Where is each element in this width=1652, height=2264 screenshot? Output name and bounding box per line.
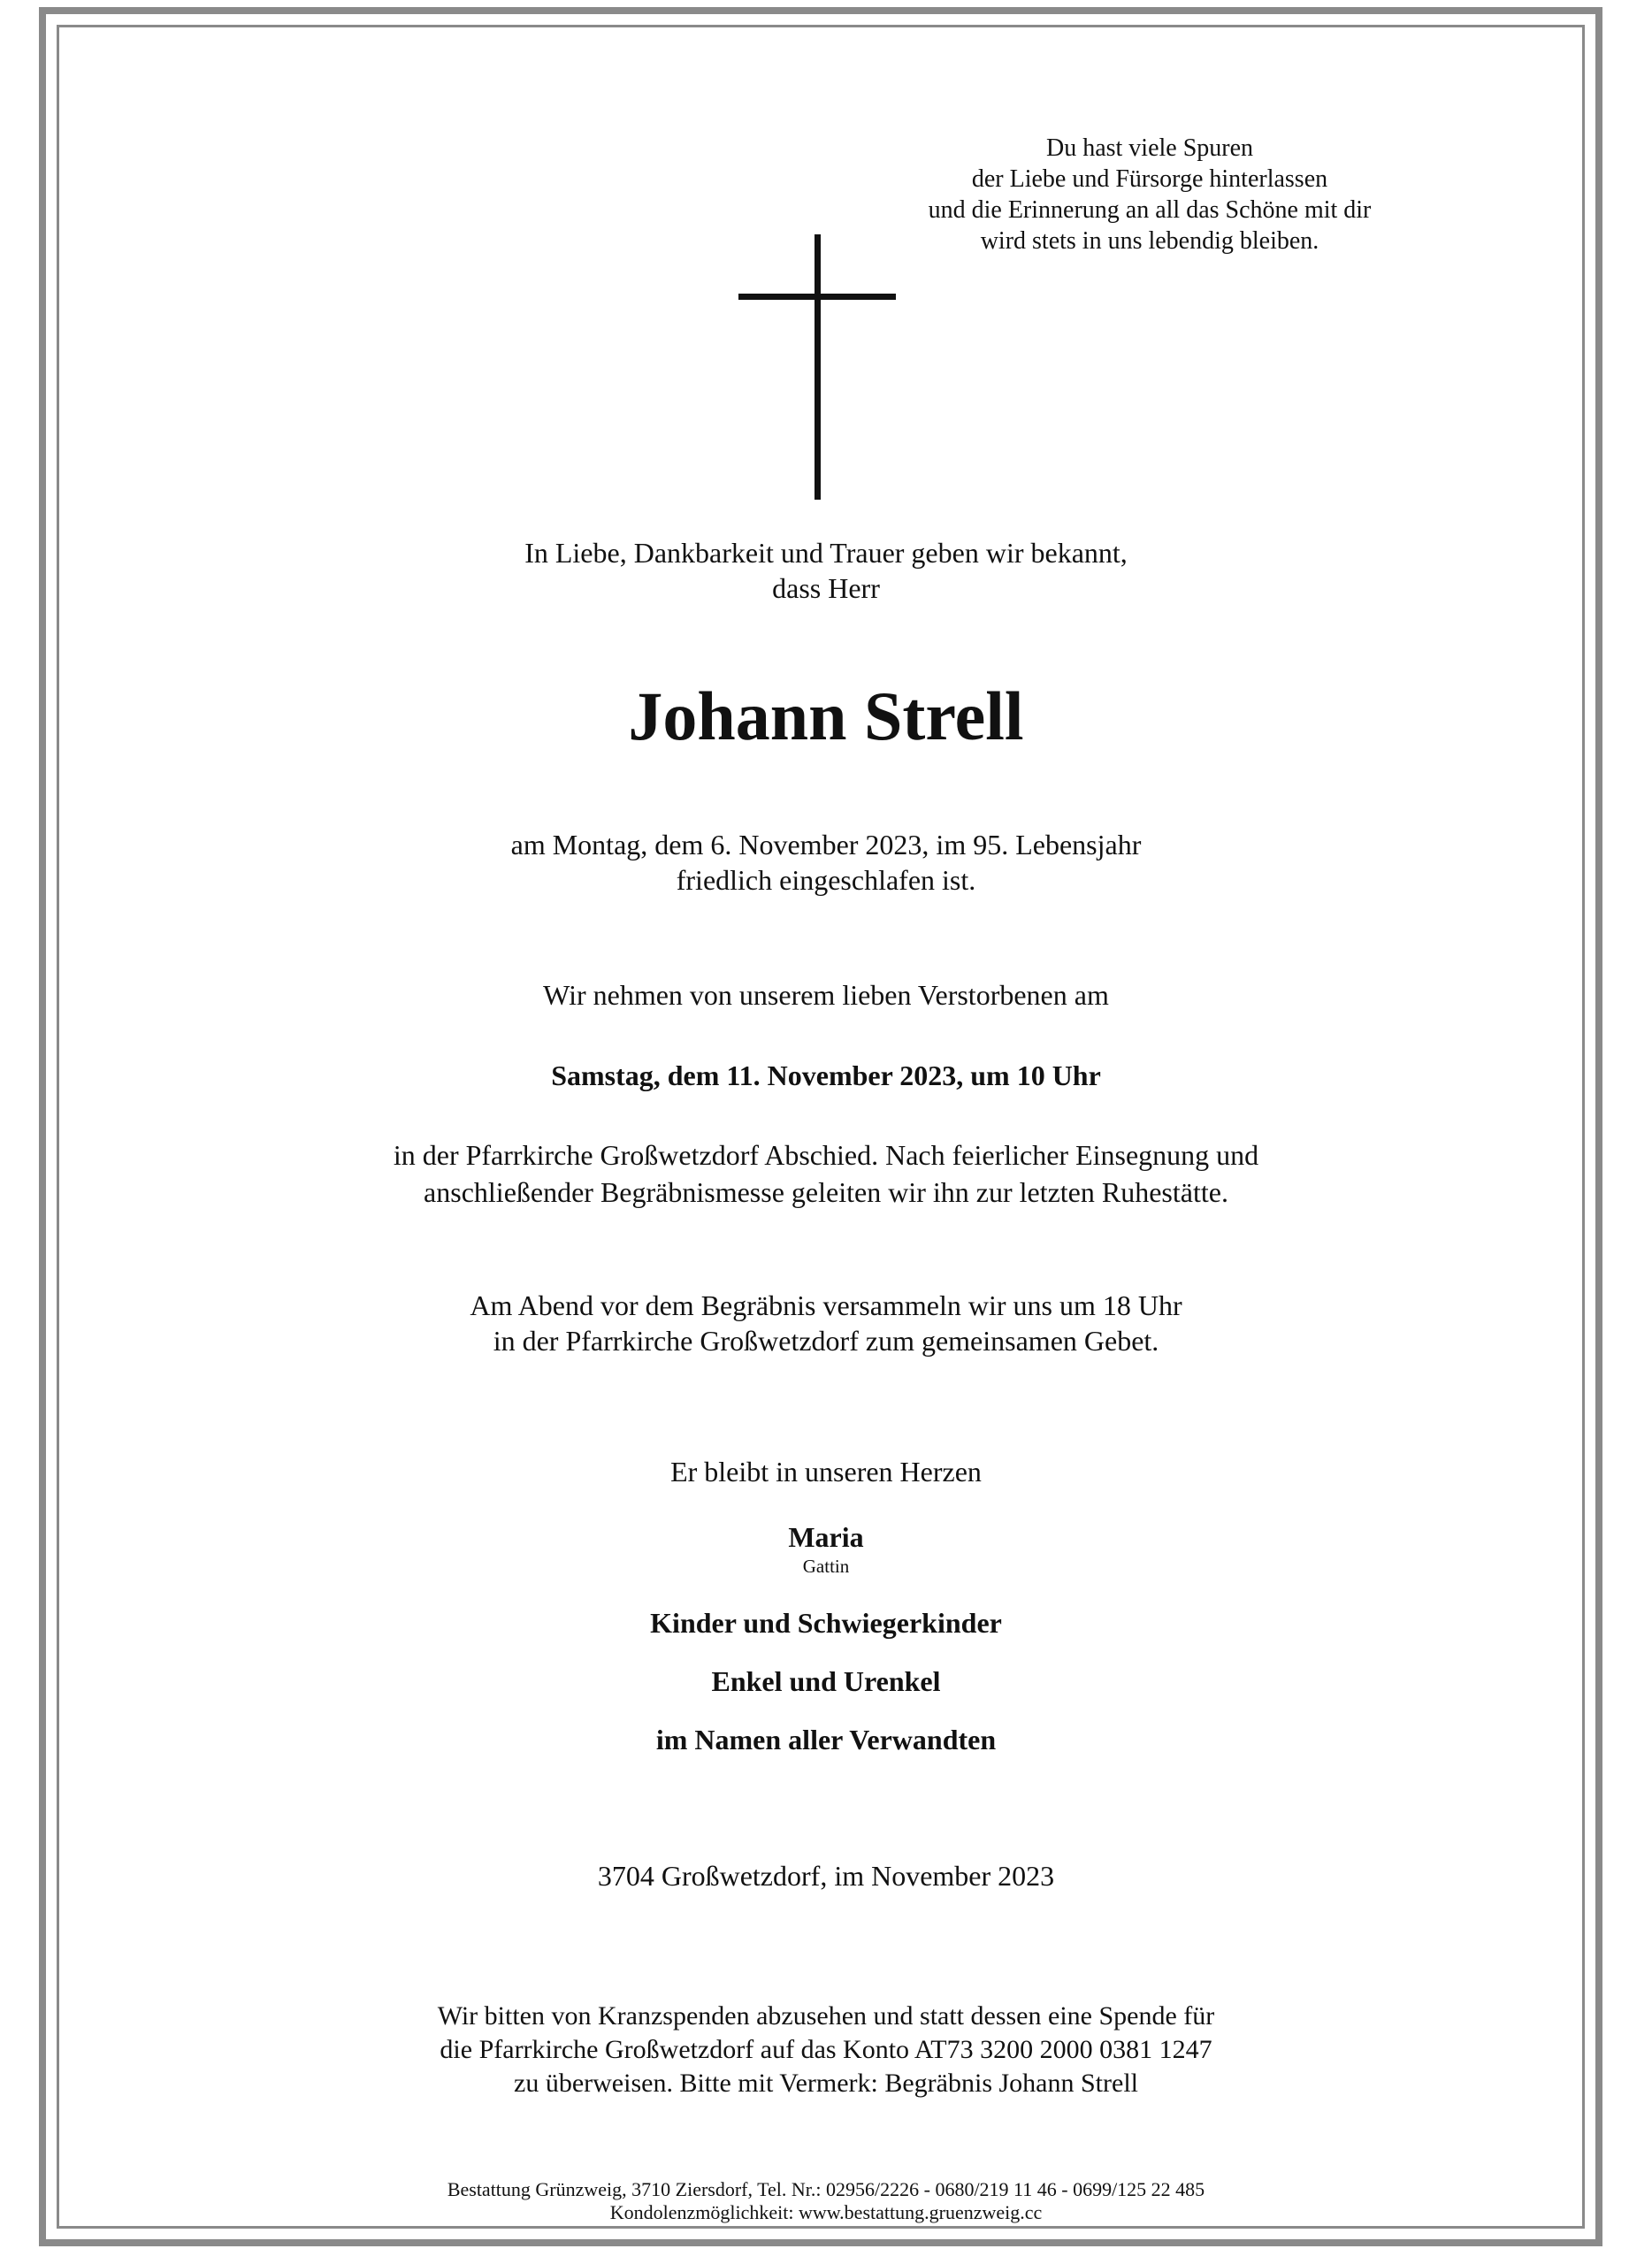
poem-line: Du hast viele Spuren: [1045, 134, 1254, 162]
mourners-relatives: im Namen aller Verwandten: [655, 1724, 997, 1755]
spouse-role: Gattin: [802, 1556, 850, 1577]
poem-line: und die Erinnerung an all das Schöne mit dir: [928, 196, 1372, 224]
place-date: 3704 Großwetzdorf, im November 2023: [597, 1860, 1055, 1892]
inner-border: [57, 25, 1585, 2229]
intro-line: In Liebe, Dankbarkeit und Trauer geben wir bekannt,: [524, 537, 1128, 569]
mourners-grandchildren: Enkel und Urenkel: [711, 1665, 941, 1697]
poem-line: der Liebe und Fürsorge hinterlassen: [971, 165, 1328, 193]
donation-request-line: die Pfarrkirche Großwetzdorf auf das Konto AT73 3200 2000 0381 1247: [440, 2035, 1212, 2064]
footer-condolence-link: Kondolenzmöglichkeit: www.bestattung.gruenzweig.cc: [609, 2201, 1043, 2223]
death-notice-line: friedlich eingeschlafen ist.: [676, 864, 976, 896]
farewell-intro: Wir nehmen von unserem lieben Verstorbenen am: [543, 979, 1109, 1011]
remembrance-line: Er bleibt in unseren Herzen: [670, 1456, 982, 1488]
deceased-name: Johann Strell: [628, 677, 1024, 754]
footer-funeral-home: Bestattung Grünzweig, 3710 Ziersdorf, Tel. Nr.: 02956/2226 - 0680/219 11 46 - 0699/125 22 485: [447, 2178, 1205, 2200]
poem-line: wird stets in uns lebendig bleiben.: [980, 227, 1319, 255]
death-notice-line: am Montag, dem 6. November 2023, im 95. Lebensjahr: [510, 829, 1142, 860]
donation-request-line: Wir bitten von Kranzspenden abzusehen und statt dessen eine Spende für: [437, 2001, 1215, 2031]
farewell-details-line: in der Pfarrkirche Großwetzdorf Abschied. Nach feierlicher Einsegnung und: [393, 1139, 1259, 1171]
intro-line: dass Herr: [772, 572, 880, 604]
spouse-name: Maria: [788, 1521, 864, 1553]
funeral-date: Samstag, dem 11. November 2023, um 10 Uhr: [551, 1059, 1101, 1091]
farewell-details-line: anschließender Begräbnismesse geleiten wir ihn zur letzten Ruhestätte.: [424, 1176, 1228, 1208]
cross-horizontal-bar: [738, 294, 896, 300]
evening-prayer-line: Am Abend vor dem Begräbnis versammeln wir uns um 18 Uhr: [470, 1289, 1182, 1321]
mourners-children: Kinder und Schwiegerkinder: [650, 1607, 1002, 1639]
evening-prayer-line: in der Pfarrkirche Großwetzdorf zum gemeinsamen Gebet.: [493, 1325, 1159, 1357]
poem-verse: [884, 133, 1415, 256]
donation-request-line: zu überweisen. Bitte mit Vermerk: Begräbnis Johann Strell: [514, 2069, 1138, 2098]
cross-vertical-bar: [815, 234, 821, 500]
